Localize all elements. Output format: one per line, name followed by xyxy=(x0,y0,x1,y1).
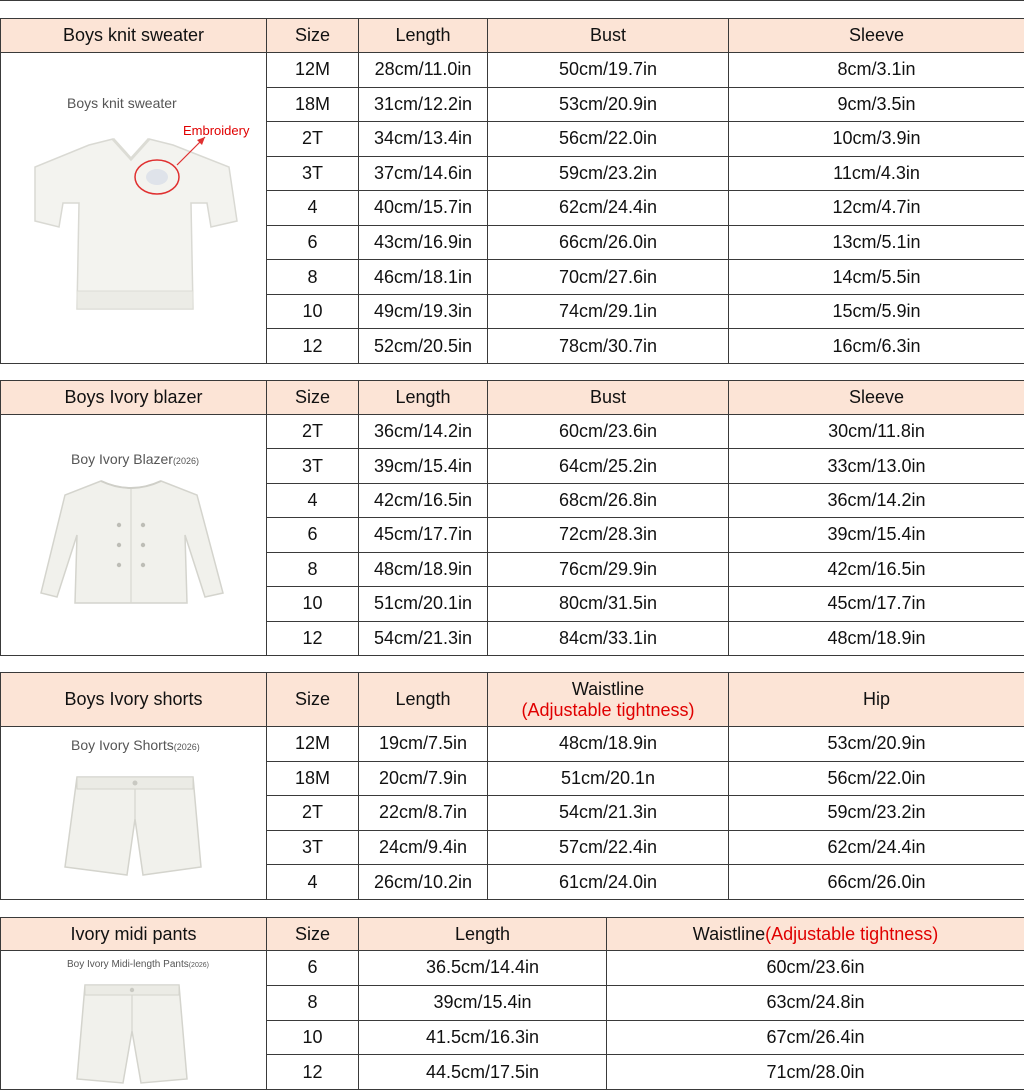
table-row xyxy=(1,727,1024,762)
pants-length: 39cm/15.4in xyxy=(359,985,607,1020)
waistline-label: Waistline xyxy=(488,679,728,700)
sweater-sleeve: 8cm/3.1in xyxy=(729,53,1024,88)
sweater-bust: 78cm/30.7in xyxy=(488,329,729,364)
blazer-header-row xyxy=(1,381,1024,415)
shorts-waistline: 48cm/18.9in xyxy=(488,727,729,762)
header-length: Length xyxy=(359,19,488,53)
pants-image-cell xyxy=(1,951,267,1090)
sweater-sleeve: 11cm/4.3in xyxy=(729,156,1024,191)
pants-waistline: 63cm/24.8in xyxy=(607,985,1024,1020)
header-size: Size xyxy=(267,673,359,727)
sweater-bust: 62cm/24.4in xyxy=(488,191,729,226)
sweater-bust: 66cm/26.0in xyxy=(488,225,729,260)
table-row xyxy=(1,951,1024,986)
blazer-length: 42cm/16.5in xyxy=(359,483,488,517)
sweater-bust: 74cm/29.1in xyxy=(488,294,729,329)
blazer-length: 54cm/21.3in xyxy=(359,621,488,655)
blazer-length: 48cm/18.9in xyxy=(359,552,488,586)
blazer-sleeve: 42cm/16.5in xyxy=(729,552,1024,586)
sweater-length: 43cm/16.9in xyxy=(359,225,488,260)
blazer-bust: 64cm/25.2in xyxy=(488,449,729,483)
sweater-size: 18M xyxy=(267,87,359,122)
pants-caption-text: Boy Ivory Midi-length Pants xyxy=(67,959,189,970)
sweater-sleeve: 12cm/4.7in xyxy=(729,191,1024,226)
shorts-size: 12M xyxy=(267,727,359,762)
blazer-illustration xyxy=(1,415,267,655)
blazer-size: 2T xyxy=(267,415,359,449)
shorts-length: 19cm/7.5in xyxy=(359,727,488,762)
header-bust: Bust xyxy=(488,19,729,53)
shorts-caption-suffix: (2026) xyxy=(174,742,200,752)
table-row xyxy=(1,53,1024,88)
shorts-length: 24cm/9.4in xyxy=(359,830,488,865)
blazer-bust: 60cm/23.6in xyxy=(488,415,729,449)
pants-length: 44.5cm/17.5in xyxy=(359,1055,607,1090)
shorts-hip: 66cm/26.0in xyxy=(729,865,1024,900)
header-length: Length xyxy=(359,673,488,727)
sweater-size: 12 xyxy=(267,329,359,364)
header-size: Size xyxy=(267,381,359,415)
sweater-bust: 59cm/23.2in xyxy=(488,156,729,191)
blazer-bust: 68cm/26.8in xyxy=(488,483,729,517)
adjustable-note: (Adjustable tightness) xyxy=(488,700,728,721)
blazer-bust: 72cm/28.3in xyxy=(488,518,729,552)
shorts-size: 18M xyxy=(267,761,359,796)
sweater-length: 37cm/14.6in xyxy=(359,156,488,191)
shorts-product-name: Boys Ivory shorts xyxy=(1,673,267,727)
shorts-length: 26cm/10.2in xyxy=(359,865,488,900)
blazer-sleeve: 33cm/13.0in xyxy=(729,449,1024,483)
sweater-image-caption: Boys knit sweater xyxy=(67,95,177,111)
blazer-size: 10 xyxy=(267,587,359,621)
shorts-length: 20cm/7.9in xyxy=(359,761,488,796)
header-bust: Bust xyxy=(488,381,729,415)
sweater-length: 28cm/11.0in xyxy=(359,53,488,88)
blazer-length: 45cm/17.7in xyxy=(359,518,488,552)
blazer-size-table xyxy=(0,380,1024,656)
sweater-sleeve: 16cm/6.3in xyxy=(729,329,1024,364)
header-length: Length xyxy=(359,918,607,951)
blazer-size: 12 xyxy=(267,621,359,655)
shorts-hip: 53cm/20.9in xyxy=(729,727,1024,762)
blazer-sleeve: 39cm/15.4in xyxy=(729,518,1024,552)
shorts-size: 4 xyxy=(267,865,359,900)
sweater-sleeve: 15cm/5.9in xyxy=(729,294,1024,329)
sweater-image-cell xyxy=(1,53,267,364)
shorts-waistline: 61cm/24.0in xyxy=(488,865,729,900)
sweater-size: 2T xyxy=(267,122,359,157)
sweater-size-table xyxy=(0,18,1024,364)
table-row xyxy=(1,415,1024,449)
sweater-bust: 56cm/22.0in xyxy=(488,122,729,157)
shorts-size: 2T xyxy=(267,796,359,831)
waistline-label: Waistline xyxy=(693,924,765,944)
blazer-sleeve: 36cm/14.2in xyxy=(729,483,1024,517)
blazer-bust: 76cm/29.9in xyxy=(488,552,729,586)
shorts-length: 22cm/8.7in xyxy=(359,796,488,831)
pants-size: 12 xyxy=(267,1055,359,1090)
sweater-bust: 70cm/27.6in xyxy=(488,260,729,295)
blazer-length: 39cm/15.4in xyxy=(359,449,488,483)
blazer-length: 51cm/20.1in xyxy=(359,587,488,621)
sweater-length: 40cm/15.7in xyxy=(359,191,488,226)
pants-section xyxy=(0,917,1024,1090)
sweater-sleeve: 14cm/5.5in xyxy=(729,260,1024,295)
pants-size: 8 xyxy=(267,985,359,1020)
pants-length: 41.5cm/16.3in xyxy=(359,1020,607,1055)
sweater-product-name: Boys knit sweater xyxy=(1,19,267,53)
pants-waistline: 71cm/28.0in xyxy=(607,1055,1024,1090)
sweater-sleeve: 10cm/3.9in xyxy=(729,122,1024,157)
shorts-size: 3T xyxy=(267,830,359,865)
blazer-length: 36cm/14.2in xyxy=(359,415,488,449)
header-length: Length xyxy=(359,381,488,415)
pants-waistline: 67cm/26.4in xyxy=(607,1020,1024,1055)
header-hip: Hip xyxy=(729,673,1024,727)
blazer-image-cell xyxy=(1,415,267,656)
sweater-illustration xyxy=(1,53,267,363)
blazer-bust: 80cm/31.5in xyxy=(488,587,729,621)
sweater-size: 8 xyxy=(267,260,359,295)
pants-size: 10 xyxy=(267,1020,359,1055)
blazer-sleeve: 48cm/18.9in xyxy=(729,621,1024,655)
header-size: Size xyxy=(267,918,359,951)
shorts-hip: 62cm/24.4in xyxy=(729,830,1024,865)
sweater-header-row xyxy=(1,19,1024,53)
sweater-sleeve: 9cm/3.5in xyxy=(729,87,1024,122)
sweater-length: 52cm/20.5in xyxy=(359,329,488,364)
sweater-length: 49cm/19.3in xyxy=(359,294,488,329)
pants-header-row xyxy=(1,918,1024,951)
sweater-bust: 50cm/19.7in xyxy=(488,53,729,88)
blazer-sleeve: 30cm/11.8in xyxy=(729,415,1024,449)
blazer-size: 6 xyxy=(267,518,359,552)
pants-waistline: 60cm/23.6in xyxy=(607,951,1024,986)
shorts-image-cell xyxy=(1,727,267,900)
blazer-caption-suffix: (2026) xyxy=(173,456,199,466)
pants-product-name: Ivory midi pants xyxy=(1,918,267,951)
sweater-length: 31cm/12.2in xyxy=(359,87,488,122)
sweater-size: 4 xyxy=(267,191,359,226)
header-sleeve: Sleeve xyxy=(729,19,1024,53)
shorts-hip: 59cm/23.2in xyxy=(729,796,1024,831)
shorts-header-row xyxy=(1,673,1024,727)
shorts-caption-text: Boy Ivory Shorts xyxy=(71,737,174,753)
header-waistline xyxy=(607,918,1024,951)
pants-illustration xyxy=(1,951,267,1089)
blazer-bust: 84cm/33.1in xyxy=(488,621,729,655)
blazer-sleeve: 45cm/17.7in xyxy=(729,587,1024,621)
blazer-size: 4 xyxy=(267,483,359,517)
pants-size: 6 xyxy=(267,951,359,986)
shorts-size-table xyxy=(0,672,1024,900)
header-sleeve: Sleeve xyxy=(729,381,1024,415)
adjustable-note: (Adjustable tightness) xyxy=(765,924,938,944)
header-size: Size xyxy=(267,19,359,53)
sweater-section xyxy=(0,18,1024,364)
blazer-section xyxy=(0,380,1024,656)
blazer-caption-text: Boy Ivory Blazer xyxy=(71,451,173,467)
blazer-product-name: Boys Ivory blazer xyxy=(1,381,267,415)
blazer-size: 3T xyxy=(267,449,359,483)
shorts-section xyxy=(0,672,1024,900)
shorts-hip: 56cm/22.0in xyxy=(729,761,1024,796)
sweater-size: 12M xyxy=(267,53,359,88)
pants-size-table xyxy=(0,917,1024,1090)
sweater-length: 46cm/18.1in xyxy=(359,260,488,295)
shorts-waistline: 57cm/22.4in xyxy=(488,830,729,865)
shorts-waistline: 51cm/20.1n xyxy=(488,761,729,796)
sweater-size: 6 xyxy=(267,225,359,260)
sweater-bust: 53cm/20.9in xyxy=(488,87,729,122)
top-border xyxy=(0,0,1024,1)
shorts-illustration xyxy=(1,727,267,899)
embroidery-label: Embroidery xyxy=(183,123,249,138)
pants-length: 36.5cm/14.4in xyxy=(359,951,607,986)
sweater-size: 3T xyxy=(267,156,359,191)
blazer-size: 8 xyxy=(267,552,359,586)
pants-caption-suffix: (2026) xyxy=(189,962,209,969)
sweater-sleeve: 13cm/5.1in xyxy=(729,225,1024,260)
sweater-size: 10 xyxy=(267,294,359,329)
sweater-length: 34cm/13.4in xyxy=(359,122,488,157)
shorts-waistline: 54cm/21.3in xyxy=(488,796,729,831)
header-waistline xyxy=(488,673,729,727)
